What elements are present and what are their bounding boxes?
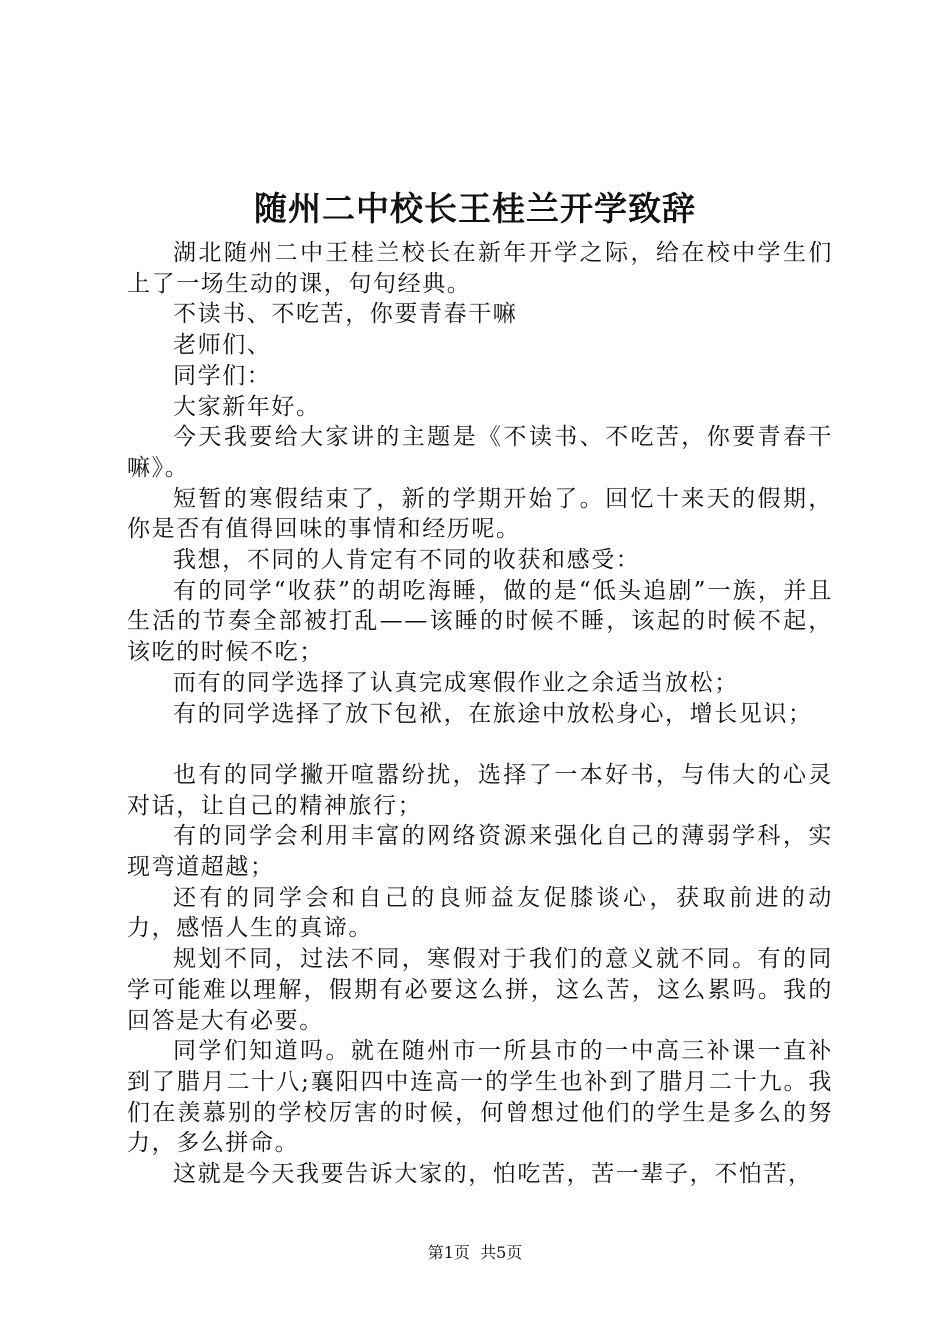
- paragraph: 有的同学选择了放下包袱，在旅途中放松身心，增长见识；: [173, 700, 813, 727]
- paragraph: 大家新年好。: [173, 393, 321, 420]
- paragraph: 这就是今天我要告诉大家的，怕吃苦，苦一辈子，不怕苦，: [173, 1161, 813, 1188]
- paragraph: 规划不同，过法不同，寒假对于我们的意义就不同。有的同学可能难以理解，假期有必要这么拼，这么苦，这么累吗。我的回答是大有必要。: [127, 946, 833, 1034]
- page-footer: [0, 1242, 950, 1264]
- paragraph: 老师们、: [173, 332, 272, 359]
- paragraph: 有的同学“收获”的胡吃海睡，做的是“低头追剧”一族，并且生活的节奏全部被打乱——该睡的时候不睡，该起的时候不起，该吃的时候不吃；: [127, 577, 833, 666]
- paragraph: 短暂的寒假结束了，新的学期开始了。回忆十来天的假期，你是否有值得回味的事情和经历呢。: [127, 485, 833, 543]
- paragraph: 也有的同学撇开喧嚣纷扰，选择了一本好书，与伟大的心灵对话，让自己的精神旅行；: [127, 761, 833, 819]
- paragraph: 今天我要给大家讲的主题是《不读书、不吃苦，你要青春干嘛》。: [127, 424, 833, 481]
- paragraph: 还有的同学会和自己的良师益友促膝谈心，获取前进的动力，感悟人生的真谛。: [127, 884, 833, 942]
- paragraph: 同学们：: [173, 362, 272, 389]
- document-title: 随州二中校长王桂兰开学致辞: [254, 189, 696, 228]
- footer-separator: [470, 1243, 480, 1262]
- page-total: 共5页: [480, 1243, 523, 1262]
- paragraph: 同学们知道吗。就在随州市一所县市的一中高三补课一直补到了腊月二十八;襄阳四中连高一的学生也补到了腊月二十九。我们在羡慕别的学校厉害的时候，何曾想过他们的学生是多么的努力，多么拼命。: [127, 1038, 833, 1157]
- paragraph: 湖北随州二中王桂兰校长在新年开学之际，给在校中学生们上了一场生动的课，句句经典。: [127, 240, 833, 297]
- blank-line: [127, 729, 833, 760]
- paragraph: 我想，不同的人肯定有不同的收获和感受：: [173, 547, 641, 574]
- page-number: 第1页: [427, 1243, 470, 1262]
- paragraph: 而有的同学选择了认真完成寒假作业之余适当放松；: [173, 669, 739, 696]
- paragraph: 不读书、不吃苦，你要青春干嘛: [173, 301, 518, 328]
- document-body: [127, 238, 833, 1190]
- paragraph: 有的同学会利用丰富的网络资源来强化自己的薄弱学科，实现弯道超越；: [127, 823, 833, 881]
